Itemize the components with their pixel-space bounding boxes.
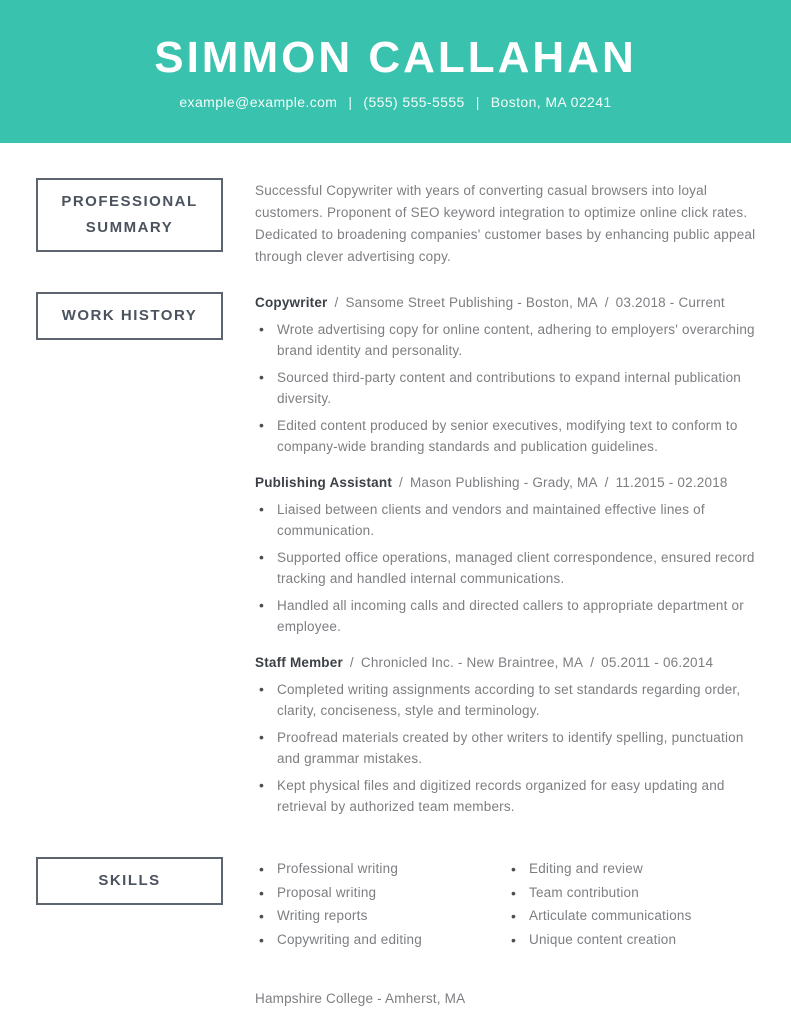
skill-item: • Editing and review (507, 859, 759, 880)
job-bullet: • Handled all incoming calls and directed callers to appropriate department or employee. (255, 595, 765, 637)
job-separator: / (604, 295, 609, 310)
job-company: Sansome Street Publishing - Boston, MA (345, 295, 598, 310)
job-separator: / (590, 655, 595, 670)
job-heading (255, 655, 765, 670)
job-dates: 05.2011 - 06.2014 (601, 655, 714, 670)
job-title: Copywriter (255, 295, 328, 310)
skills-columns (255, 857, 765, 953)
skills-column-left (255, 859, 507, 953)
job-bullet-list (255, 499, 765, 637)
job-company: Chronicled Inc. - New Braintree, MA (360, 655, 584, 670)
skill-item: • Professional writing (255, 859, 507, 880)
section-education (36, 991, 765, 1006)
job-separator: / (334, 295, 339, 310)
contact-line (0, 94, 791, 110)
job-dates: 11.2015 - 02.2018 (615, 475, 728, 490)
job-company: Mason Publishing - Grady, MA (409, 475, 598, 490)
job-bullet: • Liaised between clients and vendors and maintained effective lines of communication. (255, 499, 765, 541)
contact-separator: | (475, 94, 480, 111)
contact-phone: (555) 555-5555 (363, 94, 465, 111)
section-skills (36, 857, 765, 953)
job-dates: 03.2018 - Current (615, 295, 725, 310)
contact-location: Boston, MA 02241 (490, 94, 612, 111)
resume-header (0, 0, 791, 143)
job-bullet: • Supported office operations, managed client correspondence, ensured record tracking and handled internal communications. (255, 547, 765, 589)
contact-separator: | (348, 94, 353, 111)
education-school: Hampshire College - Amherst, MA (255, 991, 466, 1006)
job-separator: / (604, 475, 609, 490)
job-title: Publishing Assistant (255, 475, 393, 490)
job-separator: / (399, 475, 403, 490)
job-entry (255, 655, 765, 817)
job-heading (255, 295, 765, 310)
job-title: Staff Member (255, 655, 343, 670)
resume-body (0, 178, 791, 1006)
candidate-name: SIMMON CALLAHAN (154, 33, 637, 82)
summary-section-label: PROFESSIONAL SUMMARY (36, 178, 223, 252)
skill-item: • Unique content creation (507, 930, 759, 951)
job-list (255, 292, 765, 823)
job-entry (255, 295, 765, 457)
skills-section-label: SKILLS (36, 857, 223, 905)
section-work-history (36, 292, 765, 823)
skill-item: • Proposal writing (255, 883, 507, 904)
job-bullet: • Wrote advertising copy for online content, adhering to employers' overarching brand identity and personality. (255, 319, 765, 361)
job-bullet: • Edited content produced by senior executives, modifying text to conform to company-wide branding standards and publication guidelines. (255, 415, 765, 457)
skill-item: • Writing reports (255, 906, 507, 927)
job-separator: / (349, 655, 354, 670)
section-professional-summary (36, 178, 765, 268)
contact-email: example@example.com (179, 94, 338, 111)
skill-item: • Team contribution (507, 883, 759, 904)
job-bullet: • Sourced third-party content and contributions to expand internal publication diversity. (255, 367, 765, 409)
job-bullet: • Completed writing assignments according to set standards regarding order, clarity, conciseness, style and terminology. (255, 679, 765, 721)
job-bullet-list (255, 679, 765, 817)
summary-text: Successful Copywriter with years of converting casual browsers into loyal customers. Proponent of SEO keyword integration to optimize online click rates. Dedicated to broadening companies' customer bases by enhancing public appeal through clever advertising copy. (255, 183, 756, 264)
job-heading (255, 475, 765, 490)
job-bullet-list (255, 319, 765, 457)
skills-column-right (507, 859, 759, 953)
job-bullet: • Proofread materials created by other writers to identify spelling, punctuation and grammar mistakes. (255, 727, 765, 769)
job-entry (255, 475, 765, 637)
skill-item: • Copywriting and editing (255, 930, 507, 951)
skill-item: • Articulate communications (507, 906, 759, 927)
job-bullet: • Kept physical files and digitized records organized for easy updating and retrieval by authorized team members. (255, 775, 765, 817)
work-history-section-label: WORK HISTORY (36, 292, 223, 340)
